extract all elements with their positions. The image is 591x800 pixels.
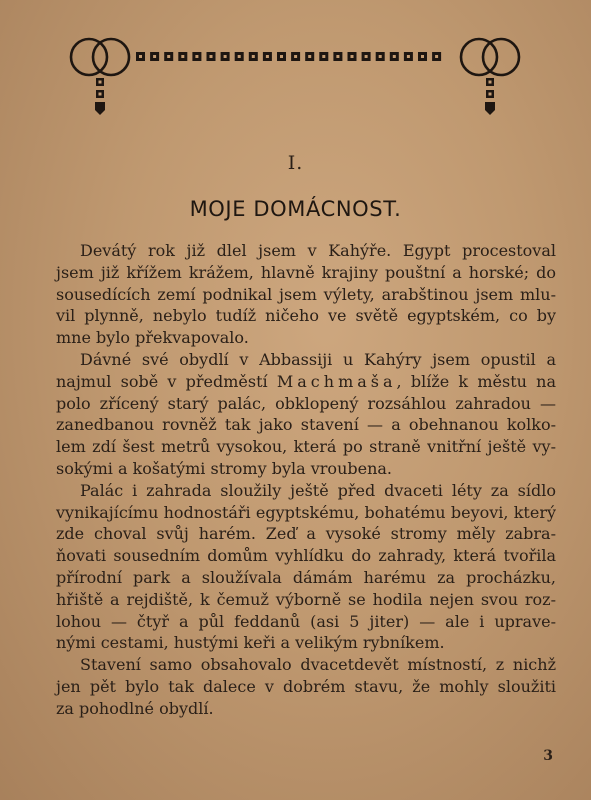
ornament-square-hole bbox=[393, 55, 396, 58]
text-line: mne bylo překvapovalo. bbox=[56, 328, 249, 348]
text-line: nými cestami, hustými keři a velikým rybníkem. bbox=[56, 633, 445, 653]
decorative-header-ornament bbox=[60, 28, 530, 128]
paragraph bbox=[56, 480, 556, 654]
ornament-square-hole bbox=[238, 55, 241, 58]
text-line: vynikajícímu hodnostáři egyptskému, bohatému beyovi, který bbox=[56, 502, 556, 522]
text-line: Dávné své obydlí v Abbassiji u Kahýry jsem opustil a bbox=[80, 349, 556, 369]
text-line: sousedících zemí podnikal jsem výlety, arabštinou jsem mlu- bbox=[56, 284, 556, 304]
text-line: jen pět bylo tak dalece v dobrém stavu, že mohly sloužiti bbox=[56, 676, 556, 696]
text-line: lem zdí šest metrů vysokou, která po straně vnitřní ještě vy- bbox=[56, 437, 556, 457]
ornament-square-hole bbox=[167, 55, 170, 58]
ornament-square-hole bbox=[224, 55, 227, 58]
paragraph bbox=[56, 240, 556, 349]
text-line: vil plynně, nebylo tudíž ničeho ve světě egyptském, co by bbox=[56, 306, 556, 326]
place-name-spaced: Machmaša bbox=[276, 371, 397, 391]
text-line: Devátý rok již dlel jsem v Kahýře. Egypt procestoval bbox=[80, 241, 556, 260]
ornament-square-hole bbox=[379, 55, 382, 58]
chapter-title: MOJE DOMÁCNOST. bbox=[189, 197, 402, 221]
ornament-square-hole bbox=[365, 55, 368, 58]
text-line bbox=[56, 371, 556, 393]
page-number: 3 bbox=[543, 748, 553, 764]
text-fragment: najmul sobě v předměstí bbox=[56, 371, 268, 391]
paragraph bbox=[56, 349, 556, 480]
text-line: hřiště a rejdiště, k čemuž výborně se hodila nejen svou roz- bbox=[56, 589, 556, 609]
ornament-square-hole bbox=[266, 55, 269, 58]
ornament-square-hole bbox=[351, 55, 354, 58]
ornament-square-hole bbox=[181, 55, 184, 58]
text-line: lohou — čtyř a půl feddanů (asi 5 jiter) — ale i uprave- bbox=[56, 611, 556, 631]
body-text bbox=[56, 240, 556, 720]
text-line: jsem již křížem krážem, hlavně krajiny pouštní a horské; do bbox=[56, 262, 556, 282]
ornament-square-hole bbox=[322, 55, 325, 58]
ornament-square-hole bbox=[294, 55, 297, 58]
text-line: polo zřícený starý palác, obklopený rozsáhlou zahradou — bbox=[56, 393, 556, 413]
ornament-square-hole bbox=[153, 55, 156, 58]
ornament-square-hole bbox=[421, 55, 424, 58]
ornament-square-hole bbox=[280, 55, 283, 58]
ornament-square-hole bbox=[139, 55, 142, 58]
text-line: zde choval svůj harém. Zeď a vysoké stromy měly zabra- bbox=[56, 524, 556, 544]
ornament-square-hole bbox=[252, 55, 255, 58]
text-line: sokými a košatými stromy byla vroubena. bbox=[56, 458, 393, 478]
text-line: Stavení samo obsahovalo dvacetdevět místností, z nichž bbox=[80, 655, 556, 675]
ornament-square-hole bbox=[308, 55, 311, 58]
ornament-square-hole bbox=[195, 55, 198, 58]
chapter-number: I. bbox=[287, 152, 304, 174]
text-fragment: , blíže k městu na bbox=[396, 371, 556, 391]
text-line: za pohodlné obydlí. bbox=[56, 698, 214, 718]
text-line: ňovati sousedním domům vyhlídku do zahrady, která tvořila bbox=[56, 546, 556, 566]
ornament-square-hole bbox=[407, 55, 410, 58]
ornament-square-hole bbox=[210, 55, 213, 58]
paragraph bbox=[56, 654, 556, 719]
text-line: zanedbanou rovněž tak jako stavení — a obehnanou kolko- bbox=[56, 415, 556, 435]
ornament-square-hole bbox=[435, 55, 438, 58]
text-line: Palác i zahrada sloužily ještě před dvaceti léty za sídlo bbox=[80, 480, 556, 500]
ornament-square-hole bbox=[336, 55, 339, 58]
text-line: přírodní park a sloužívala dámám harému za procházku, bbox=[56, 567, 556, 587]
